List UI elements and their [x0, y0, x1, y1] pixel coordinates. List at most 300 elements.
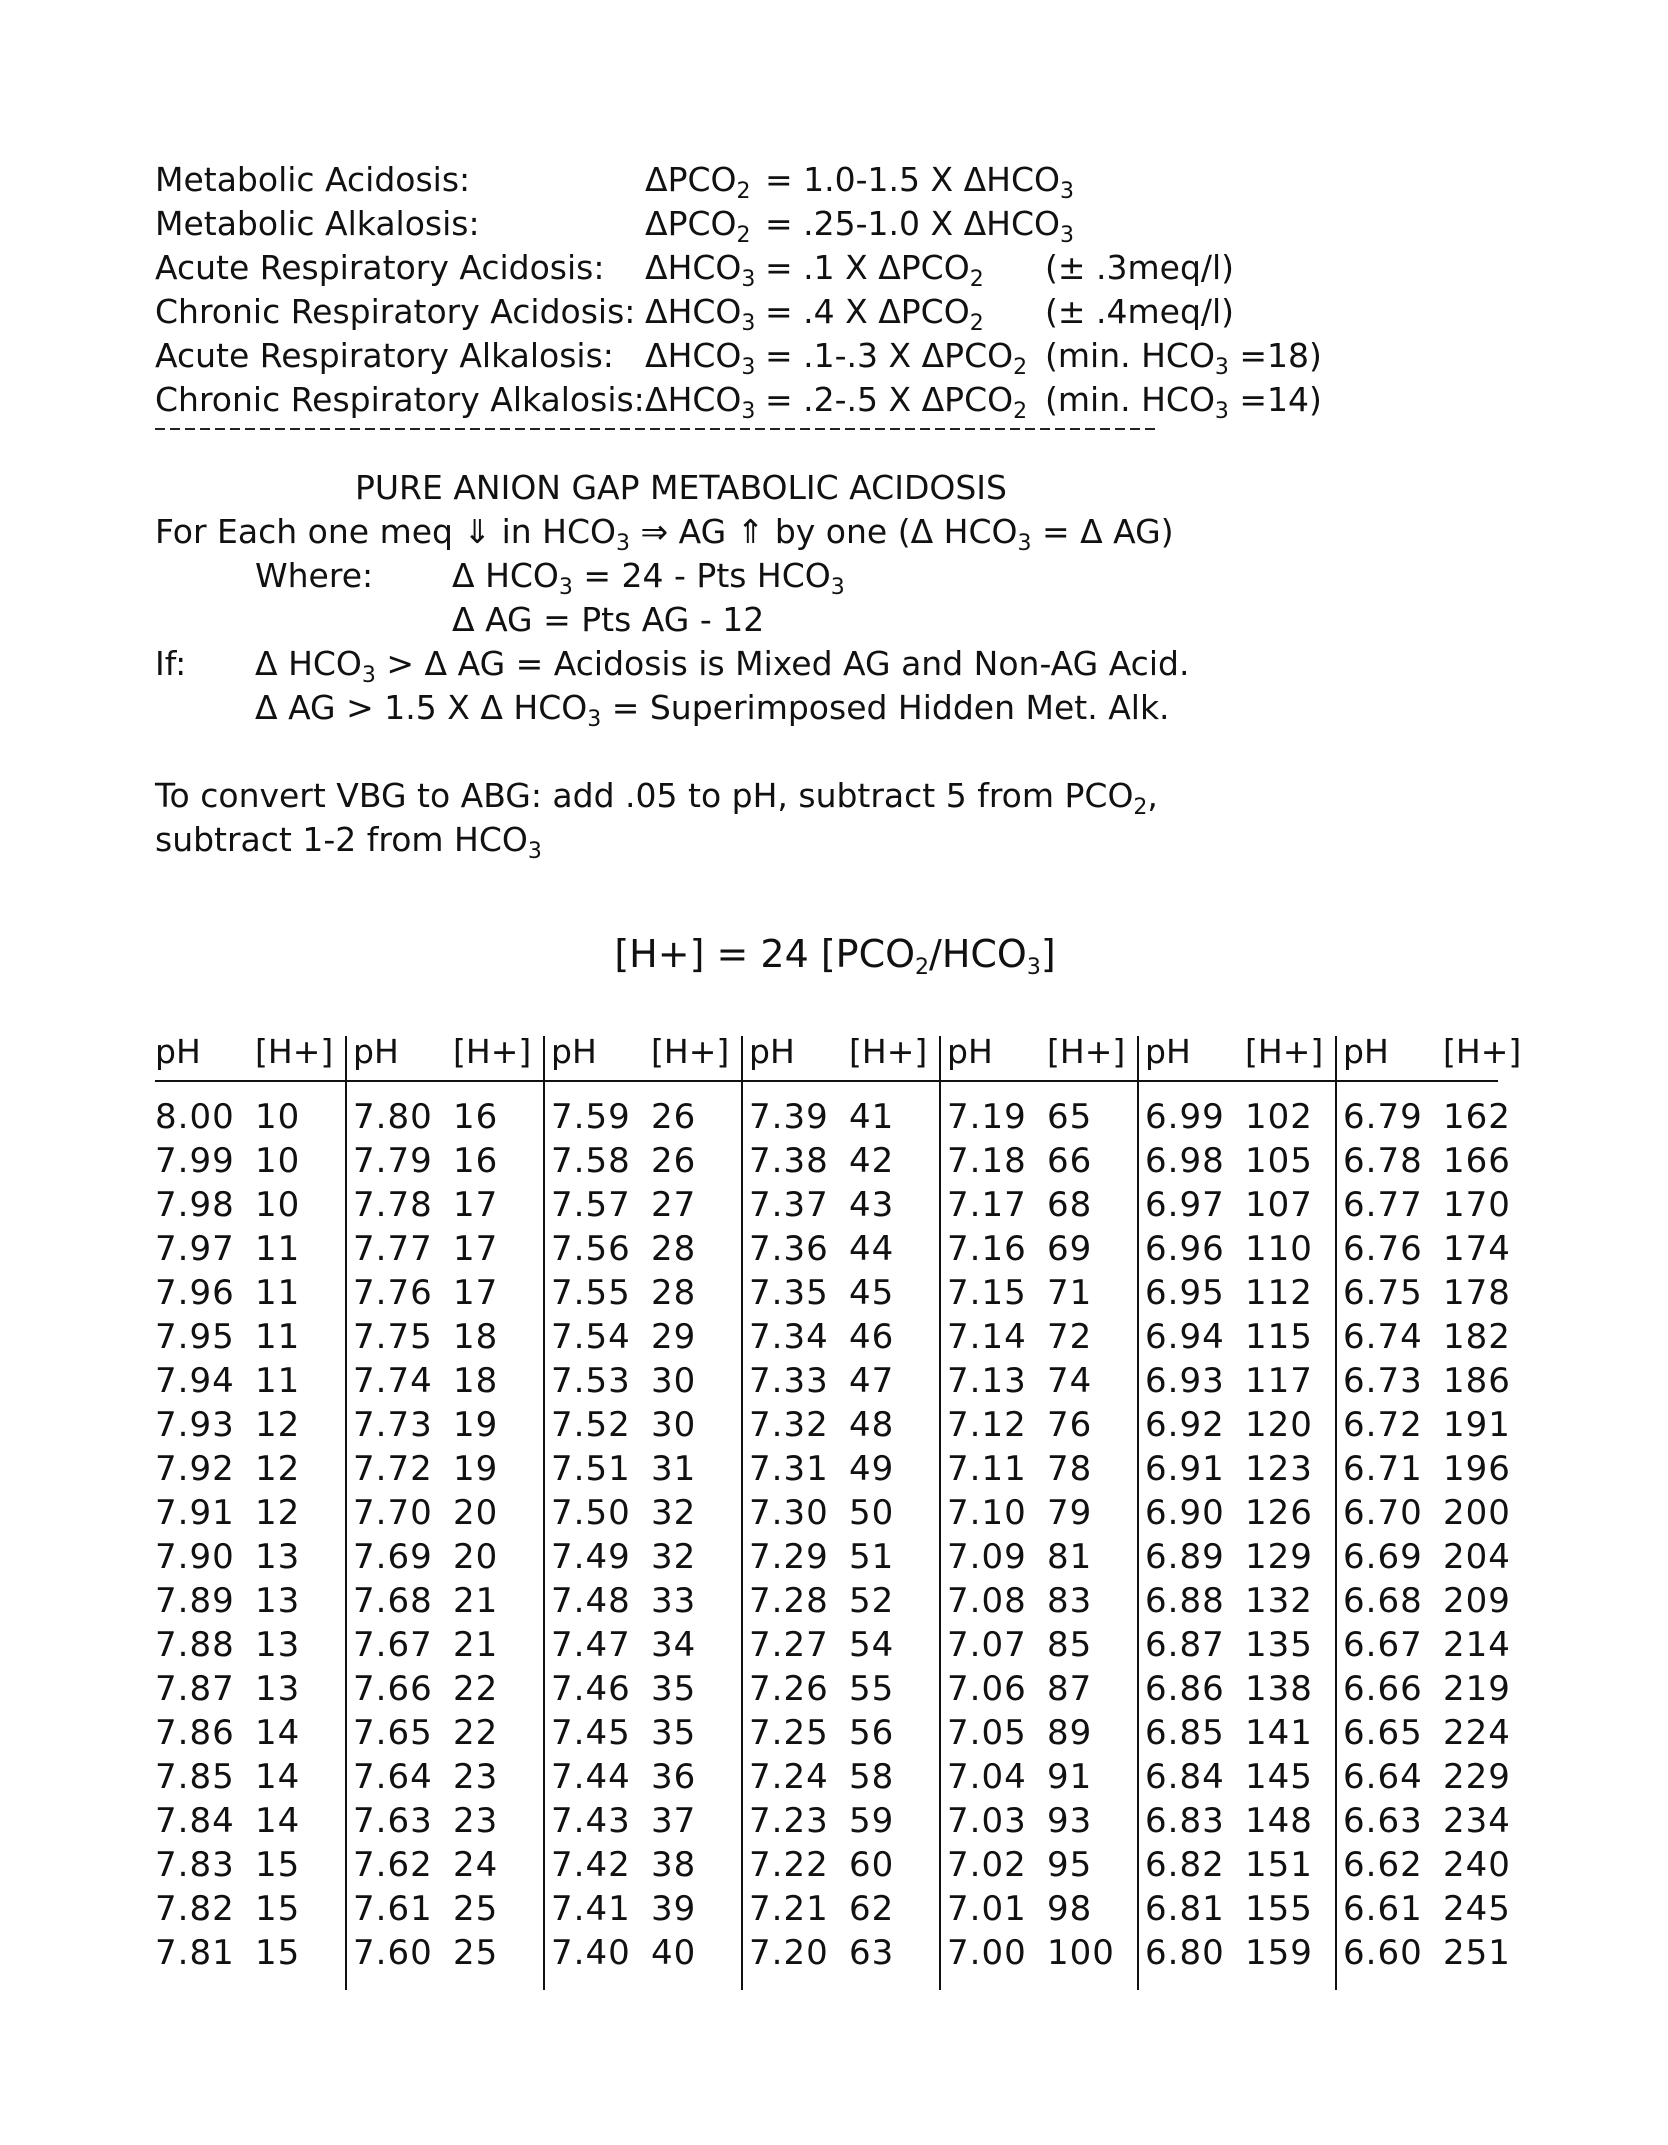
table-row: [1343, 1141, 1541, 1185]
ph-value: 7.51: [551, 1449, 631, 1489]
table-row: [947, 1757, 1145, 1801]
column-divider: [1137, 1036, 1139, 1990]
table-row: [947, 1405, 1145, 1449]
hydrogen-value: 12: [255, 1449, 301, 1489]
table-row: [1145, 1097, 1343, 1141]
table-row: [1145, 1933, 1343, 1977]
ph-value: 6.63: [1343, 1801, 1423, 1841]
ph-value: 7.11: [947, 1449, 1027, 1489]
table-row: [1145, 1713, 1343, 1757]
ph-value: 7.38: [749, 1141, 829, 1181]
table-row: [155, 1669, 353, 1713]
column-header-ph: pH: [1145, 1032, 1191, 1071]
ph-value: 7.15: [947, 1273, 1027, 1313]
table-row: [155, 1449, 353, 1493]
ph-value: 7.84: [155, 1801, 235, 1841]
disorder-name: Acute Respiratory Alkalosis:: [155, 336, 614, 375]
ph-value: 7.69: [353, 1537, 433, 1577]
ph-value: 7.56: [551, 1229, 631, 1269]
table-row: [1343, 1317, 1541, 1361]
column-header-ph: pH: [353, 1032, 399, 1071]
ph-value: 6.84: [1145, 1757, 1225, 1797]
disorder-name: Chronic Respiratory Acidosis:: [155, 292, 636, 331]
ph-value: 6.82: [1145, 1845, 1225, 1885]
hydrogen-value: 123: [1245, 1449, 1313, 1489]
ph-value: 6.99: [1145, 1097, 1225, 1137]
hydrogen-value: 32: [651, 1537, 697, 1577]
hydrogen-value: 105: [1245, 1141, 1313, 1181]
ph-value: 7.47: [551, 1625, 631, 1665]
hydrogen-value: 166: [1443, 1141, 1511, 1181]
hydrogen-value: 11: [255, 1273, 301, 1313]
ph-value: 7.41: [551, 1889, 631, 1929]
table-row: [551, 1229, 749, 1273]
ph-value: 7.04: [947, 1757, 1027, 1797]
hydrogen-value: 19: [453, 1449, 499, 1489]
ph-value: 7.05: [947, 1713, 1027, 1753]
ph-value: 7.16: [947, 1229, 1027, 1269]
table-row: [947, 1581, 1145, 1625]
table-row: [947, 1317, 1145, 1361]
formula-lhs: $\Delta HCO_3$: [645, 248, 756, 292]
hydrogen-value: 74: [1047, 1361, 1093, 1401]
table-row: [947, 1185, 1145, 1229]
ph-value: 7.21: [749, 1889, 829, 1929]
table-row: [155, 1229, 353, 1273]
ph-value: 7.43: [551, 1801, 631, 1841]
ph-value: 7.46: [551, 1669, 631, 1709]
ph-value: 7.26: [749, 1669, 829, 1709]
ph-value: 6.64: [1343, 1757, 1423, 1797]
table-row: [1145, 1141, 1343, 1185]
hydrogen-value: 42: [849, 1141, 895, 1181]
table-row: [1343, 1537, 1541, 1581]
hydrogen-value: 20: [453, 1537, 499, 1577]
table-row: [749, 1097, 947, 1141]
hydrogen-value: 224: [1443, 1713, 1511, 1753]
table-row: [155, 1097, 353, 1141]
table-row: [551, 1493, 749, 1537]
ph-value: 7.58: [551, 1141, 631, 1181]
table-row: [1145, 1537, 1343, 1581]
formula-lhs: $\Delta HCO_3$: [645, 292, 756, 336]
ph-value: 7.93: [155, 1405, 235, 1445]
hydrogen-value: 44: [849, 1229, 895, 1269]
table-row: [1343, 1757, 1541, 1801]
hydrogen-value: 35: [651, 1713, 697, 1753]
disorder-name: Metabolic Alkalosis:: [155, 204, 480, 243]
disorder-name: Chronic Respiratory Alkalosis:: [155, 380, 645, 419]
ph-value: 7.73: [353, 1405, 433, 1445]
table-row: [1145, 1801, 1343, 1845]
ph-value: 7.42: [551, 1845, 631, 1885]
ph-value: 7.39: [749, 1097, 829, 1137]
ph-value: 7.44: [551, 1757, 631, 1797]
hydrogen-value: 83: [1047, 1581, 1093, 1621]
table-row: [947, 1537, 1145, 1581]
hydrogen-value: 65: [1047, 1097, 1093, 1137]
ph-value: 6.87: [1145, 1625, 1225, 1665]
ph-value: 7.65: [353, 1713, 433, 1753]
ph-value: 7.91: [155, 1493, 235, 1533]
ph-value: 6.77: [1343, 1185, 1423, 1225]
hydrogen-value: 117: [1245, 1361, 1313, 1401]
hydrogen-value: 39: [651, 1889, 697, 1929]
ph-value: 6.78: [1343, 1141, 1423, 1181]
ph-value: 7.68: [353, 1581, 433, 1621]
hydrogen-value: 85: [1047, 1625, 1093, 1665]
hydrogen-value: 13: [255, 1537, 301, 1577]
table-row: [155, 1801, 353, 1845]
table-row: [749, 1801, 947, 1845]
ph-value: 7.64: [353, 1757, 433, 1797]
compensation-row: [155, 380, 1515, 424]
hydrogen-value: 49: [849, 1449, 895, 1489]
hydrogen-value: 36: [651, 1757, 697, 1797]
hydrogen-value: 15: [255, 1933, 301, 1973]
table-row: [749, 1933, 947, 1977]
hydrogen-value: 186: [1443, 1361, 1511, 1401]
table-row: [551, 1757, 749, 1801]
table-row: [551, 1669, 749, 1713]
table-row: [1145, 1185, 1343, 1229]
hydrogen-value: 26: [651, 1141, 697, 1181]
ph-value: 7.98: [155, 1185, 235, 1225]
table-row: [155, 1141, 353, 1185]
table-row: [1343, 1493, 1541, 1537]
table-row: [353, 1933, 551, 1977]
table-row: [947, 1361, 1145, 1405]
table-row: [1343, 1845, 1541, 1889]
table-row: [155, 1405, 353, 1449]
ph-value: 7.50: [551, 1493, 631, 1533]
hydrogen-value: 29: [651, 1317, 697, 1357]
ph-value: 7.60: [353, 1933, 433, 1973]
hydrogen-value: 141: [1245, 1713, 1313, 1753]
column-header-h: [H+]: [651, 1032, 730, 1071]
ph-value: 6.67: [1343, 1625, 1423, 1665]
hydrogen-value: 43: [849, 1185, 895, 1225]
where-label: Where:: [255, 556, 374, 595]
table-row: [353, 1669, 551, 1713]
table-row: [1145, 1889, 1343, 1933]
table-row: [749, 1141, 947, 1185]
hydrogen-value: 33: [651, 1581, 697, 1621]
hydrogen-value: 37: [651, 1801, 697, 1841]
table-row: [353, 1317, 551, 1361]
table-row: [551, 1537, 749, 1581]
ph-value: 7.77: [353, 1229, 433, 1269]
table-row: [749, 1537, 947, 1581]
hydrogen-value: 35: [651, 1669, 697, 1709]
formula-rhs: = .2-.5 X $\Delta PCO_2$: [765, 380, 1028, 424]
hydrogen-value: 174: [1443, 1229, 1511, 1269]
ph-value: 7.54: [551, 1317, 631, 1357]
hydrogen-value: 54: [849, 1625, 895, 1665]
ph-value: 7.92: [155, 1449, 235, 1489]
table-row: [353, 1537, 551, 1581]
ph-value: 7.32: [749, 1405, 829, 1445]
ph-value: 6.71: [1343, 1449, 1423, 1489]
hydrogen-value: 45: [849, 1273, 895, 1313]
column-header-ph: pH: [155, 1032, 201, 1071]
ph-value: 6.88: [1145, 1581, 1225, 1621]
column-header-h: [H+]: [849, 1032, 928, 1071]
table-row: [749, 1185, 947, 1229]
table-row: [749, 1889, 947, 1933]
hidden-alkalosis-rule: Δ AG > 1.5 X Δ $HCO_3$ = Superimposed Hidden Met. Alk.: [255, 688, 1170, 732]
ph-value: 7.94: [155, 1361, 235, 1401]
hydrogen-value: 51: [849, 1537, 895, 1577]
table-row: [551, 1361, 749, 1405]
hydrogen-value: 31: [651, 1449, 697, 1489]
table-row: [749, 1449, 947, 1493]
table-row: [155, 1933, 353, 1977]
hydrogen-value: 52: [849, 1581, 895, 1621]
hydrogen-value: 196: [1443, 1449, 1511, 1489]
ph-value: 7.27: [749, 1625, 829, 1665]
hydrogen-value: 60: [849, 1845, 895, 1885]
hydrogen-value: 27: [651, 1185, 697, 1225]
hydrogen-value: 214: [1443, 1625, 1511, 1665]
hydrogen-value: 23: [453, 1801, 499, 1841]
table-row: [1343, 1581, 1541, 1625]
hydrogen-value: 98: [1047, 1889, 1093, 1929]
hydrogen-value: 120: [1245, 1405, 1313, 1445]
table-row: [1145, 1757, 1343, 1801]
ph-value: 7.57: [551, 1185, 631, 1225]
hydrogen-value: 79: [1047, 1493, 1093, 1533]
delta-ag-definition: Δ AG = Pts AG - 12: [452, 600, 765, 639]
ph-value: 6.97: [1145, 1185, 1225, 1225]
disorder-name: Acute Respiratory Acidosis:: [155, 248, 605, 287]
hydrogen-value: 204: [1443, 1537, 1511, 1577]
table-row: [749, 1669, 947, 1713]
ph-value: 7.02: [947, 1845, 1027, 1885]
table-row: [749, 1757, 947, 1801]
formula-rhs: = .25-1.0 X $\Delta HCO_3$: [765, 204, 1075, 248]
hydrogen-value: 13: [255, 1669, 301, 1709]
ph-value: 7.00: [947, 1933, 1027, 1973]
table-row: [353, 1185, 551, 1229]
hydrogen-value: 12: [255, 1405, 301, 1445]
hydrogen-value: 115: [1245, 1317, 1313, 1357]
table-row: [155, 1537, 353, 1581]
hydrogen-value: 102: [1245, 1097, 1313, 1137]
table-row: [947, 1625, 1145, 1669]
hydrogen-value: 50: [849, 1493, 895, 1533]
hydrogen-value: 78: [1047, 1449, 1093, 1489]
hydrogen-value: 16: [453, 1097, 499, 1137]
column-header-h: [H+]: [255, 1032, 334, 1071]
ph-value: 7.10: [947, 1493, 1027, 1533]
table-row: [353, 1273, 551, 1317]
table-row: [551, 1097, 749, 1141]
formula-rhs: = 1.0-1.5 X $\Delta HCO_3$: [765, 160, 1075, 204]
if-label: If:: [155, 644, 187, 683]
formula-rhs: = .1-.3 X $\Delta PCO_2$: [765, 336, 1028, 380]
hydrogen-value: 71: [1047, 1273, 1093, 1313]
hydrogen-value: 18: [453, 1361, 499, 1401]
hydrogen-value: 178: [1443, 1273, 1511, 1313]
ph-value: 7.85: [155, 1757, 235, 1797]
ph-value: 7.80: [353, 1097, 433, 1137]
hydrogen-value: 72: [1047, 1317, 1093, 1357]
hydrogen-value: 107: [1245, 1185, 1313, 1225]
column-divider: [741, 1036, 743, 1990]
table-row: [1343, 1713, 1541, 1757]
ph-value: 7.24: [749, 1757, 829, 1797]
table-row: [1145, 1845, 1343, 1889]
hydrogen-value: 63: [849, 1933, 895, 1973]
hydrogen-value: 95: [1047, 1845, 1093, 1885]
hydrogen-value: 182: [1443, 1317, 1511, 1357]
formula-note: (± .4meq/l): [1045, 292, 1235, 331]
column-header-h: [H+]: [453, 1032, 532, 1071]
ph-value: 7.17: [947, 1185, 1027, 1225]
dashed-divider: [155, 428, 1155, 430]
ph-value: 7.48: [551, 1581, 631, 1621]
column-header-ph: pH: [1343, 1032, 1389, 1071]
table-row: [155, 1625, 353, 1669]
hydrogen-value: 16: [453, 1141, 499, 1181]
table-row: [551, 1581, 749, 1625]
hydrogen-value: 200: [1443, 1493, 1511, 1533]
table-row: [749, 1713, 947, 1757]
table-row: [353, 1581, 551, 1625]
hydrogen-value: 40: [651, 1933, 697, 1973]
ph-value: 6.66: [1343, 1669, 1423, 1709]
ph-value: 7.88: [155, 1625, 235, 1665]
ph-value: 7.29: [749, 1537, 829, 1577]
table-row: [551, 1317, 749, 1361]
ph-value: 6.86: [1145, 1669, 1225, 1709]
ph-value: 7.40: [551, 1933, 631, 1973]
table-row: [353, 1405, 551, 1449]
table-row: [353, 1449, 551, 1493]
table-row: [353, 1229, 551, 1273]
ph-value: 7.76: [353, 1273, 433, 1313]
hydrogen-value: 132: [1245, 1581, 1313, 1621]
hydrogen-value: 47: [849, 1361, 895, 1401]
ph-value: 7.62: [353, 1845, 433, 1885]
hydrogen-value: 10: [255, 1185, 301, 1225]
formula-note: (min. $HCO_3 =18$): [1045, 336, 1322, 380]
formula-note: (min. $HCO_3 =14$): [1045, 380, 1322, 424]
table-row: [1343, 1185, 1541, 1229]
hydrogen-value: 21: [453, 1625, 499, 1665]
hydrogen-value: 138: [1245, 1669, 1313, 1709]
vbg-conversion-line1: To convert VBG to ABG: add .05 to pH, subtract 5 from $PCO_2$,: [155, 776, 1158, 820]
hydrogen-value: 14: [255, 1757, 301, 1797]
ph-value: 7.45: [551, 1713, 631, 1753]
formula-lhs: $\Delta PCO_2$: [645, 160, 751, 204]
table-row: [749, 1405, 947, 1449]
ph-value: 6.61: [1343, 1889, 1423, 1929]
ph-value: 6.72: [1343, 1405, 1423, 1445]
ph-value: 7.66: [353, 1669, 433, 1709]
column-header-ph: pH: [749, 1032, 795, 1071]
hydrogen-value: 110: [1245, 1229, 1313, 1269]
delta-hco3-definition: Δ $HCO_3 = 24$ - Pts $HCO_3$: [452, 556, 845, 600]
hydrogen-value: 28: [651, 1229, 697, 1269]
hydrogen-value: 145: [1245, 1757, 1313, 1797]
formula-lhs: $\Delta PCO_2$: [645, 204, 751, 248]
ph-value: 7.13: [947, 1361, 1027, 1401]
table-row: [353, 1625, 551, 1669]
hydrogen-value: 19: [453, 1405, 499, 1445]
hydrogen-value: 170: [1443, 1185, 1511, 1225]
table-row: [947, 1845, 1145, 1889]
ph-value: 7.30: [749, 1493, 829, 1533]
hydrogen-value: 58: [849, 1757, 895, 1797]
ph-value: 7.23: [749, 1801, 829, 1841]
ph-value: 7.22: [749, 1845, 829, 1885]
table-row: [947, 1713, 1145, 1757]
table-row: [1145, 1229, 1343, 1273]
ph-value: 7.37: [749, 1185, 829, 1225]
table-row: [947, 1449, 1145, 1493]
hydrogen-value: 25: [453, 1933, 499, 1973]
ph-value: 6.81: [1145, 1889, 1225, 1929]
ph-value: 7.83: [155, 1845, 235, 1885]
hydrogen-value: 26: [651, 1097, 697, 1137]
compensation-row: [155, 248, 1515, 292]
anion-gap-rule: For Each one meq ⇓ in $HCO_3$ ⇒ AG ⇑ by one (Δ $HCO_3 = \Delta$ AG): [155, 512, 1174, 556]
henderson-equation-title: [H+] = 24 $[PCO_2/HCO_3]$: [614, 932, 1056, 980]
table-row: [1145, 1317, 1343, 1361]
hydrogen-value: 151: [1245, 1845, 1313, 1885]
mixed-acidosis-rule: Δ $HCO_3 > \Delta$ AG = Acidosis is Mixed AG and Non-AG Acid.: [255, 644, 1190, 688]
ph-value: 7.82: [155, 1889, 235, 1929]
hydrogen-value: 22: [453, 1713, 499, 1753]
column-header-h: [H+]: [1245, 1032, 1324, 1071]
table-row: [947, 1097, 1145, 1141]
formula-note: (± .3meq/l): [1045, 248, 1235, 287]
table-row: [155, 1317, 353, 1361]
table-row: [155, 1361, 353, 1405]
ph-value: 6.89: [1145, 1537, 1225, 1577]
ph-value: 6.85: [1145, 1713, 1225, 1753]
table-row: [155, 1845, 353, 1889]
ph-value: 7.99: [155, 1141, 235, 1181]
column-divider: [1335, 1036, 1337, 1990]
hydrogen-value: 20: [453, 1493, 499, 1533]
table-row: [749, 1273, 947, 1317]
table-row: [155, 1757, 353, 1801]
table-row: [749, 1625, 947, 1669]
hydrogen-value: 22: [453, 1669, 499, 1709]
table-row: [353, 1361, 551, 1405]
ph-value: 7.61: [353, 1889, 433, 1929]
hydrogen-value: 11: [255, 1229, 301, 1269]
table-row: [1343, 1097, 1541, 1141]
hydrogen-value: 34: [651, 1625, 697, 1665]
ph-value: 7.72: [353, 1449, 433, 1489]
ph-value: 7.81: [155, 1933, 235, 1973]
table-row: [1145, 1405, 1343, 1449]
ph-value: 6.76: [1343, 1229, 1423, 1269]
table-row: [353, 1845, 551, 1889]
ph-value: 6.62: [1343, 1845, 1423, 1885]
ph-value: 6.69: [1343, 1537, 1423, 1577]
table-header: [155, 1028, 1522, 1082]
hydrogen-value: 100: [1047, 1933, 1115, 1973]
hydrogen-value: 240: [1443, 1845, 1511, 1885]
table-row: [947, 1889, 1145, 1933]
table-row: [1343, 1273, 1541, 1317]
ph-value: 7.95: [155, 1317, 235, 1357]
